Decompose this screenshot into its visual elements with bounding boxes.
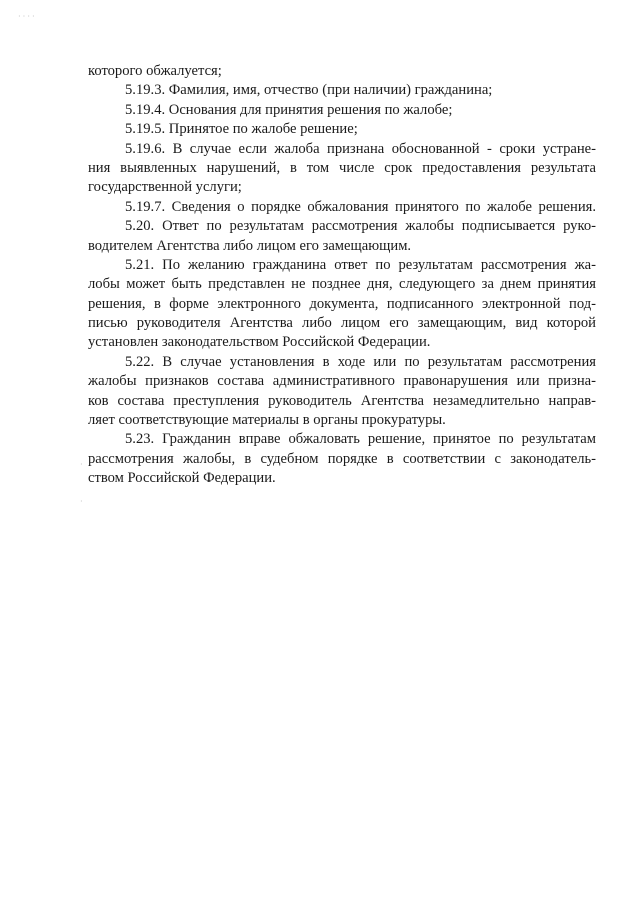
text-line: ляет соответствующие материалы в органы прокуратуры.	[88, 412, 446, 429]
text-line: 5.20. Ответ по результатам рассмотрения жалобы подписывается руко-	[125, 218, 596, 235]
text-line: ством Российской Федерации.	[88, 470, 276, 487]
scan-artifact-mark: ·	[80, 497, 83, 506]
text-line: водителем Агентства либо лицом его замещающим.	[88, 237, 412, 254]
text-line: лобы может быть представлен не позднее дня, следующего за днем принятия	[88, 276, 596, 293]
text-line: 5.19.7. Сведения о порядке обжалования принятого по жалобе решения.	[125, 198, 596, 215]
text-line: 5.19.6. В случае если жалоба признана обоснованной - сроки устране-	[125, 140, 596, 157]
text-line: государственной услуги;	[88, 179, 242, 196]
text-line: установлен законодательством Российской Федерации.	[88, 334, 431, 351]
text-line: 5.19.5. Принятое по жалобе решение;	[125, 121, 358, 138]
scan-artifact-mark: · · · ·	[18, 12, 35, 21]
scan-artifact-mark: ·	[80, 460, 83, 469]
text-line: ния выявленных нарушений, в том числе срок предоставления результата	[88, 159, 596, 176]
text-line: 5.21. По желанию гражданина ответ по результатам рассмотрения жа-	[125, 256, 596, 273]
text-line: 5.19.4. Основания для принятия решения по жалобе;	[125, 101, 453, 118]
text-line: ков состава преступления руководитель Агентства незамедлительно направ-	[88, 392, 596, 409]
text-line: рассмотрения жалобы, в судебном порядке в соответствии с законодатель-	[88, 450, 596, 467]
text-line: которого обжалуется;	[88, 63, 222, 79]
text-line: писью руководителя Агентства либо лицом его замещающим, вид которой	[88, 315, 596, 332]
text-line: 5.23. Гражданин вправе обжаловать решение, принятое по результатам	[125, 431, 596, 448]
text-line: 5.19.3. Фамилия, имя, отчество (при наличии) гражданина;	[125, 82, 493, 99]
text-line: решения, в форме электронного документа, подписанного электронной под-	[88, 295, 596, 312]
text-line: 5.22. В случае установления в ходе или по результатам рассмотрения	[125, 353, 596, 370]
document-body-text	[88, 62, 596, 489]
text-line: жалобы признаков состава административного правонарушения или призна-	[88, 373, 596, 390]
